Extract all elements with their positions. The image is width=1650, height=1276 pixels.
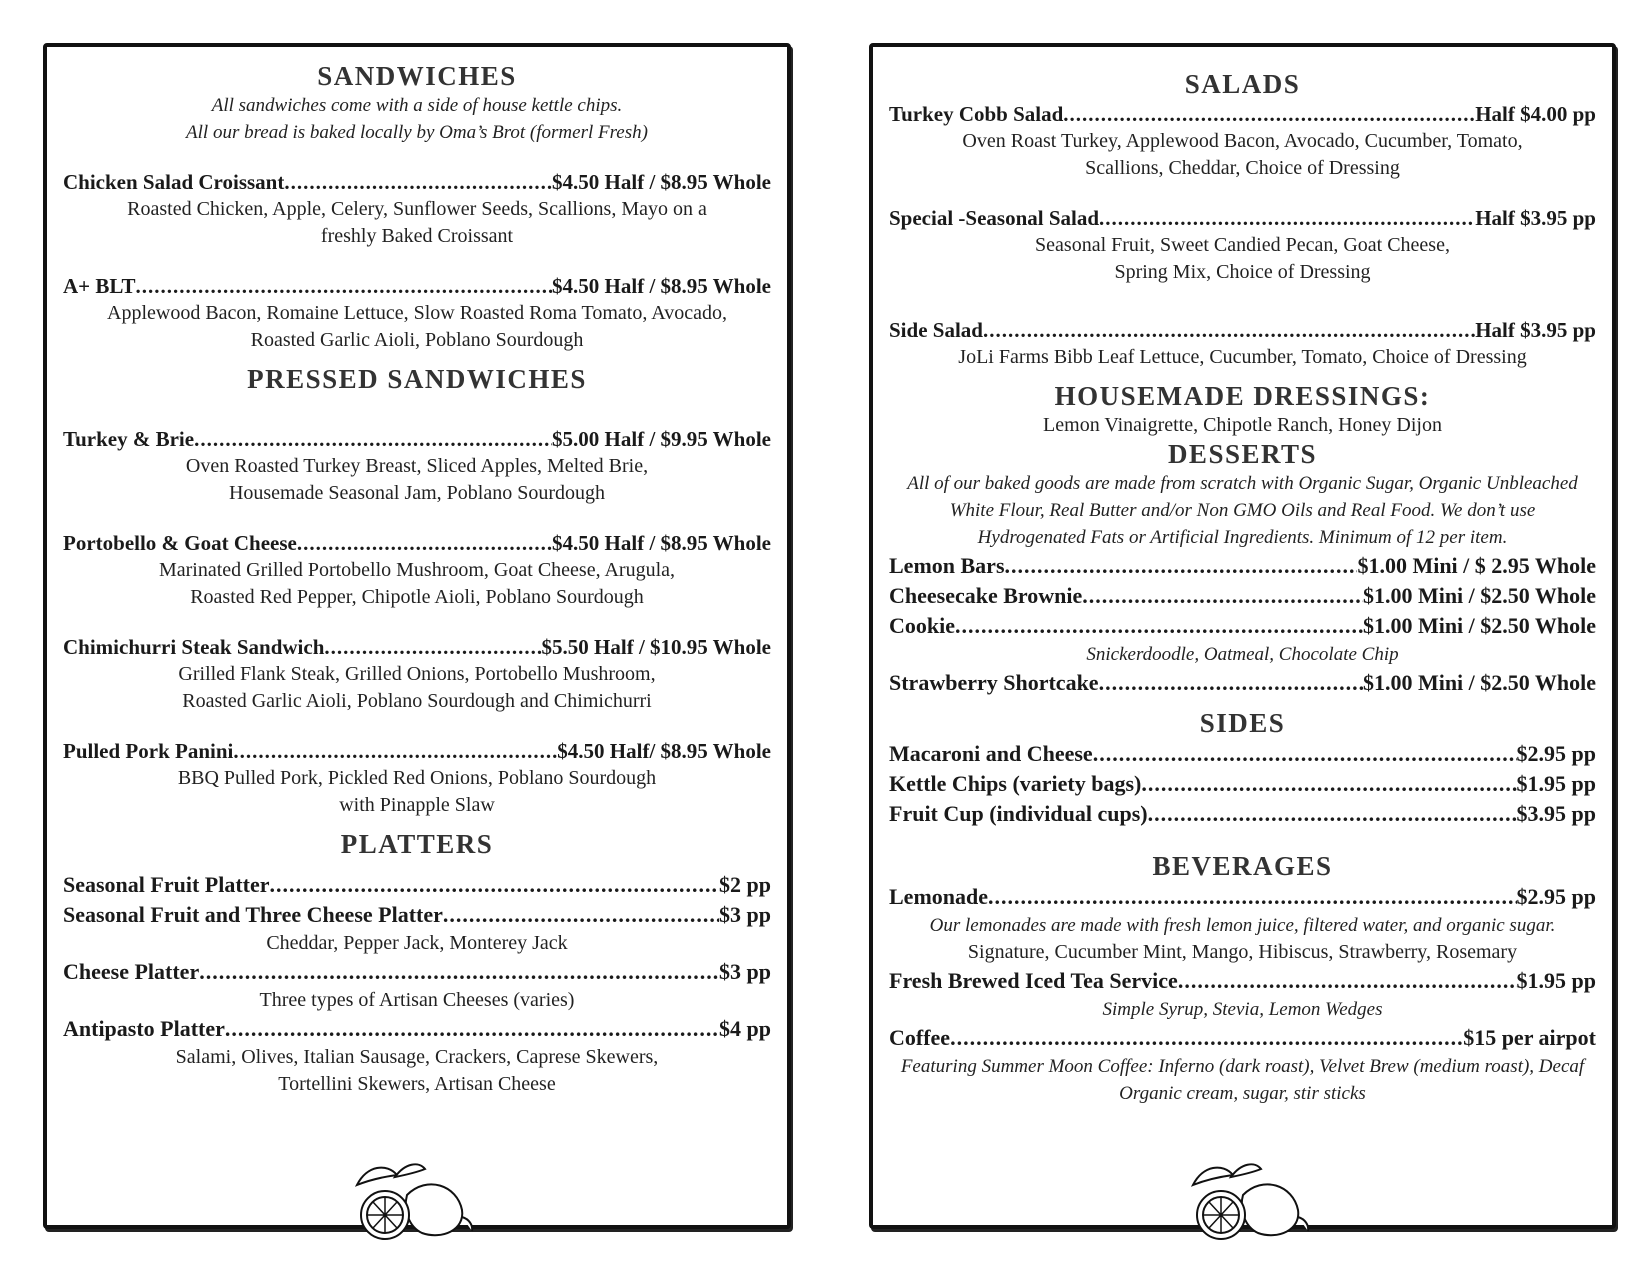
leader-dots — [199, 957, 719, 987]
menu-item-special-seasonal-salad — [889, 204, 1596, 286]
item-name: Macaroni and Cheese — [889, 741, 1093, 766]
item-desc: Oven Roast Turkey, Applewood Bacon, Avocado, Cucumber, Tomato, — [962, 130, 1523, 152]
menu-item-seasonal-fruit-platter — [63, 870, 771, 900]
leader-dots — [988, 882, 1517, 912]
leader-dots — [284, 168, 552, 196]
sides-heading: SIDES — [1199, 708, 1286, 738]
menu-item-turkey-cobb-salad — [889, 100, 1596, 182]
right-menu-panel — [869, 43, 1616, 1229]
menu-item-coffee — [889, 1023, 1596, 1107]
item-price: $2.95 pp — [1516, 741, 1596, 766]
leader-dots — [1141, 769, 1516, 799]
dressings-list: Lemon Vinaigrette, Chipotle Ranch, Honey Dijon — [1043, 414, 1442, 436]
menu-item-portobello-goat-cheese — [63, 529, 771, 611]
leader-dots — [270, 870, 719, 900]
housemade-dressings-heading: HOUSEMADE DRESSINGS: — [1054, 381, 1431, 411]
menu-item-lemonade — [889, 882, 1596, 966]
item-price: $3 pp — [719, 902, 771, 927]
item-desc: Marinated Grilled Portobello Mushroom, Goat Cheese, Arugula, — [158, 559, 675, 581]
item-name: A+ BLT — [63, 274, 136, 298]
item-price: $5.00 Half / $9.95 Whole — [552, 427, 771, 451]
item-name: Antipasto Platter — [63, 1016, 225, 1041]
item-price: $1.00 Mini / $2.50 Whole — [1362, 583, 1596, 608]
item-price: $4.50 Half / $8.95 Whole — [552, 531, 771, 555]
item-desc: JoLi Farms Bibb Leaf Lettuce, Cucumber, Tomato, Choice of Dressing — [958, 346, 1527, 368]
leader-dots — [443, 900, 719, 930]
item-price: $2.95 pp — [1516, 884, 1596, 909]
item-desc: BBQ Pulled Pork, Pickled Red Onions, Poblano Sourdough — [177, 767, 657, 789]
item-name: Chicken Salad Croissant — [63, 170, 285, 194]
item-price: $4.50 Half / $8.95 Whole — [552, 274, 771, 298]
leader-dots — [1099, 204, 1475, 232]
item-name: Cookie — [889, 613, 955, 638]
menu-item-cheesecake-brownie — [889, 581, 1596, 611]
item-price: $4.50 Half/ $8.95 Whole — [557, 739, 771, 763]
item-price: Half $4.00 pp — [1475, 102, 1596, 126]
desserts-note-1: All of our baked goods are made from scratch with Organic Sugar, Organic Unbleached — [907, 473, 1578, 494]
menu-item-chicken-salad-croissant — [63, 168, 771, 250]
menu-item-blt — [63, 272, 771, 354]
menu-item-cookie — [889, 611, 1596, 668]
menu-item-side-salad — [889, 316, 1596, 371]
item-desc: Grilled Flank Steak, Grilled Onions, Portobello Mushroom, — [178, 663, 656, 685]
menu-item-lemon-bars — [889, 551, 1596, 581]
menu-item-cheese-platter — [63, 957, 771, 1014]
item-desc: Roasted Garlic Aioli, Poblano Sourdough and Chimichurri — [182, 690, 652, 712]
item-desc: Scallions, Cheddar, Choice of Dressing — [1085, 157, 1400, 179]
desserts-heading: DESSERTS — [1167, 439, 1318, 469]
item-price: $5.50 Half / $10.95 Whole — [541, 635, 771, 659]
menu-item-kettle-chips — [889, 769, 1596, 799]
sandwiches-note-2: All our bread is baked locally by Oma’s Brot (formerl Fresh) — [186, 122, 648, 143]
item-note: Organic cream, sugar, stir sticks — [1119, 1083, 1366, 1104]
item-price: $1.00 Mini / $ 2.95 Whole — [1357, 553, 1596, 578]
item-desc: Oven Roasted Turkey Breast, Sliced Apples, Melted Brie, — [185, 455, 649, 477]
leader-dots — [225, 1014, 719, 1044]
item-note: Simple Syrup, Stevia, Lemon Wedges — [1102, 999, 1383, 1020]
item-name: Pulled Pork Panini — [63, 739, 234, 763]
item-name: Turkey Cobb Salad — [889, 102, 1064, 126]
menu-item-strawberry-shortcake — [889, 668, 1596, 698]
item-desc: with Pinapple Slaw — [339, 794, 495, 816]
leader-dots — [1093, 739, 1517, 769]
leader-dots — [1178, 966, 1517, 996]
menu-item-pulled-pork-panini — [63, 737, 771, 819]
leader-dots — [194, 425, 552, 453]
item-name: Seasonal Fruit Platter — [63, 872, 270, 897]
leader-dots — [1099, 668, 1363, 698]
leader-dots — [135, 272, 552, 300]
item-desc: Salami, Olives, Italian Sausage, Crackers, Caprese Skewers, — [175, 1046, 659, 1068]
lemon-illustration-icon — [1173, 1155, 1313, 1245]
item-desc: Roasted Garlic Aioli, Poblano Sourdough — [250, 329, 584, 351]
leader-dots — [324, 633, 541, 661]
leader-dots — [950, 1023, 1463, 1053]
item-name: Chimichurri Steak Sandwich — [63, 635, 325, 659]
leader-dots — [1082, 581, 1363, 611]
item-price: $1.95 pp — [1516, 771, 1596, 796]
item-desc: Cheddar, Pepper Jack, Monterey Jack — [266, 932, 568, 954]
left-menu-panel — [43, 43, 791, 1229]
item-name: Cheesecake Brownie — [889, 583, 1083, 608]
item-price: Half $3.95 pp — [1475, 206, 1596, 230]
item-price: $15 per airpot — [1463, 1025, 1596, 1050]
item-price: $1.00 Mini / $2.50 Whole — [1362, 613, 1596, 638]
menu-item-turkey-brie — [63, 425, 771, 507]
leader-dots — [1148, 799, 1517, 829]
left-column — [47, 61, 787, 1098]
leader-dots — [1063, 100, 1475, 128]
item-price: Half $3.95 pp — [1475, 318, 1596, 342]
item-name: Coffee — [889, 1025, 951, 1050]
item-desc: Spring Mix, Choice of Dressing — [1114, 261, 1371, 283]
item-name: Special -Seasonal Salad — [889, 206, 1100, 230]
right-column — [873, 69, 1612, 1107]
leader-dots — [983, 316, 1475, 344]
leader-dots — [955, 611, 1363, 641]
menu-item-macaroni-cheese — [889, 739, 1596, 769]
menu-item-iced-tea-service — [889, 966, 1596, 1023]
item-name: Kettle Chips (variety bags) — [889, 771, 1142, 796]
desserts-note-3: Hydrogenated Fats or Artificial Ingredients. Minimum of 12 per item. — [977, 527, 1508, 548]
item-desc: Roasted Red Pepper, Chipotle Aioli, Poblano Sourdough — [190, 586, 644, 608]
menu-item-fruit-three-cheese-platter — [63, 900, 771, 957]
platters-heading: PLATTERS — [340, 829, 494, 859]
leader-dots — [297, 529, 552, 557]
item-name: Fruit Cup (individual cups) — [889, 801, 1148, 826]
item-note: Featuring Summer Moon Coffee: Inferno (dark roast), Velvet Brew (medium roast), Decaf — [900, 1056, 1585, 1077]
item-price: $3.95 pp — [1516, 801, 1596, 826]
item-desc: Seasonal Fruit, Sweet Candied Pecan, Goat Cheese, — [1035, 234, 1450, 256]
beverages-heading: BEVERAGES — [1152, 851, 1333, 881]
item-name: Seasonal Fruit and Three Cheese Platter — [63, 902, 443, 927]
item-price: $1.00 Mini / $2.50 Whole — [1362, 670, 1596, 695]
menu-item-chimichurri-steak — [63, 633, 771, 715]
item-name: Portobello & Goat Cheese — [63, 531, 297, 555]
item-note: Our lemonades are made with fresh lemon juice, filtered water, and organic sugar. — [929, 915, 1556, 936]
item-desc: Roasted Chicken, Apple, Celery, Sunflower Seeds, Scallions, Mayo on a — [127, 198, 707, 220]
item-price: $1.95 pp — [1516, 968, 1596, 993]
pressed-sandwiches-heading: PRESSED SANDWICHES — [247, 364, 587, 394]
item-desc: Signature, Cucumber Mint, Mango, Hibiscus, Strawberry, Rosemary — [967, 941, 1518, 963]
item-price: $4 pp — [719, 1016, 771, 1041]
menu-item-antipasto-platter — [63, 1014, 771, 1098]
item-desc: Applewood Bacon, Romaine Lettuce, Slow Roasted Roma Tomato, Avocado, — [107, 302, 727, 324]
item-name: Cheese Platter — [63, 959, 200, 984]
item-desc: Tortellini Skewers, Artisan Cheese — [278, 1073, 556, 1095]
item-name: Strawberry Shortcake — [889, 670, 1099, 695]
sandwiches-note-1: All sandwiches come with a side of house kettle chips. — [211, 95, 623, 116]
item-name: Turkey & Brie — [63, 427, 195, 451]
desserts-note-2: White Flour, Real Butter and/or Non GMO Oils and Real Food. We don’t use — [949, 500, 1536, 521]
item-desc: Three types of Artisan Cheeses (varies) — [259, 989, 575, 1011]
item-price: $2 pp — [719, 872, 771, 897]
item-price: $3 pp — [719, 959, 771, 984]
item-desc: freshly Baked Croissant — [320, 225, 514, 247]
leader-dots — [233, 737, 557, 765]
menu-item-fruit-cup — [889, 799, 1596, 829]
item-desc: Snickerdoodle, Oatmeal, Chocolate Chip — [1086, 644, 1399, 665]
salads-heading: SALADS — [1184, 69, 1301, 99]
sandwiches-heading: SANDWICHES — [317, 61, 517, 91]
lemon-illustration-icon — [337, 1155, 477, 1245]
item-name: Lemon Bars — [889, 553, 1005, 578]
item-name: Fresh Brewed Iced Tea Service — [889, 968, 1178, 993]
item-name: Lemonade — [889, 884, 988, 909]
leader-dots — [1005, 551, 1358, 581]
item-price: $4.50 Half / $8.95 Whole — [552, 170, 771, 194]
item-desc: Housemade Seasonal Jam, Poblano Sourdough — [228, 482, 606, 504]
item-name: Side Salad — [889, 318, 983, 342]
